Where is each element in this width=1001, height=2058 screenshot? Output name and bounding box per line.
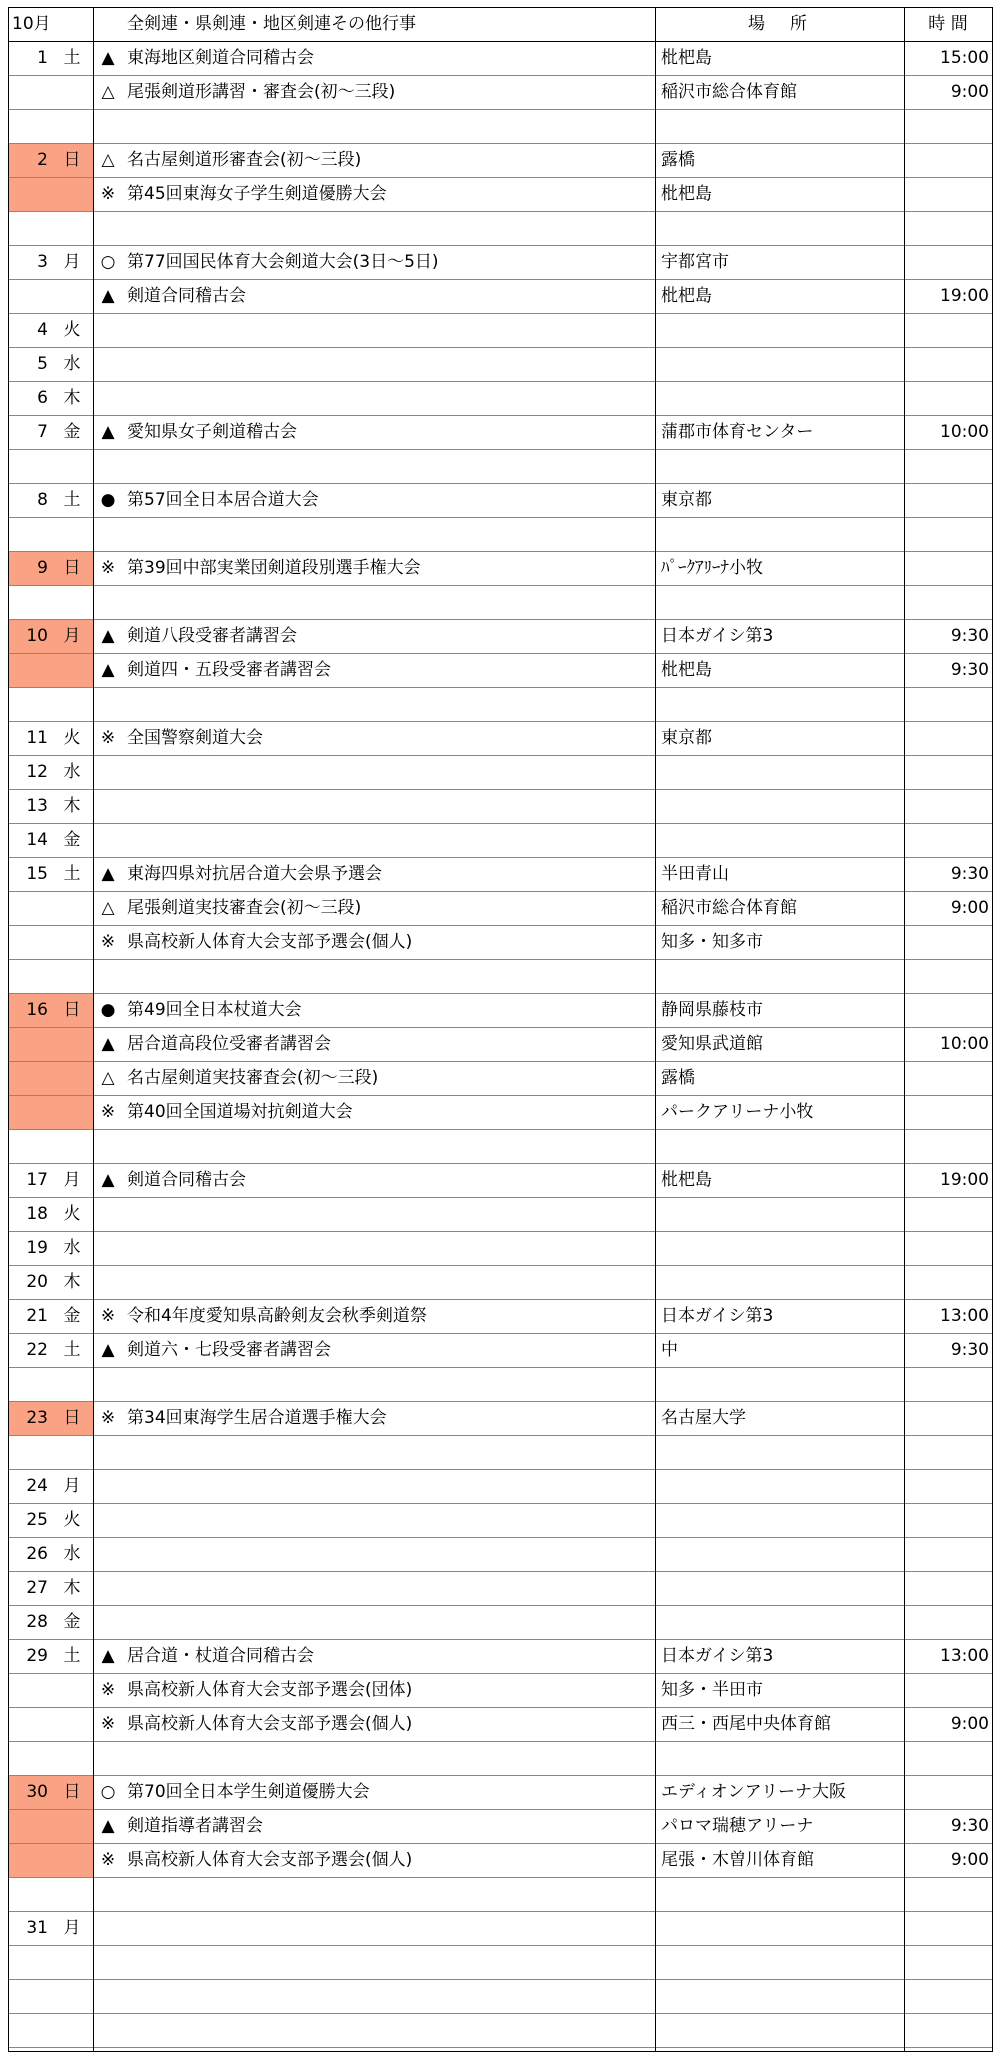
day-cell: 6 xyxy=(37,388,48,408)
column-divider xyxy=(93,8,94,2051)
weekday-cell: 月 xyxy=(63,252,81,272)
marker-cell: ● xyxy=(100,1000,116,1020)
table-row xyxy=(9,654,992,688)
weekday-cell: 水 xyxy=(63,762,81,782)
table-row xyxy=(9,1878,992,1912)
event-cell: 東海四県対抗居合道大会県予選会 xyxy=(127,864,382,884)
time-cell: 9:00 xyxy=(950,1714,989,1734)
marker-cell: △ xyxy=(101,82,115,102)
table-row xyxy=(9,280,992,314)
marker-cell: ▲ xyxy=(101,48,115,68)
table-row xyxy=(9,1368,992,1402)
event-cell: 尾張剣道実技審査会(初～三段) xyxy=(127,898,362,918)
weekday-cell: 水 xyxy=(63,354,81,374)
table-row xyxy=(9,1062,992,1096)
place-cell: 蒲郡市体育センター xyxy=(661,422,814,442)
marker-cell: ▲ xyxy=(101,1340,115,1360)
place-cell: 日本ガイシ第3 xyxy=(661,1306,774,1326)
time-cell: 9:30 xyxy=(950,1340,989,1360)
day-cell: 5 xyxy=(37,354,48,374)
table-row xyxy=(9,42,992,76)
day-cell: 7 xyxy=(37,422,48,442)
time-cell: 19:00 xyxy=(940,1170,989,1190)
day-cell: 15 xyxy=(26,864,48,884)
marker-cell: ※ xyxy=(100,558,116,578)
marker-cell: ▲ xyxy=(101,1646,115,1666)
table-row xyxy=(9,382,992,416)
event-cell: 県高校新人体育大会支部予選会(団体) xyxy=(127,1680,413,1700)
day-cell: 25 xyxy=(26,1510,48,1530)
place-cell: エディオンアリーナ大阪 xyxy=(661,1782,846,1802)
marker-cell: ※ xyxy=(100,1680,116,1700)
marker-cell: ※ xyxy=(100,932,116,952)
marker-cell: ▲ xyxy=(101,1170,115,1190)
day-cell: 11 xyxy=(26,728,48,748)
event-cell: 居合道高段位受審者講習会 xyxy=(127,1034,331,1054)
table-row xyxy=(9,858,992,892)
time-cell: 13:00 xyxy=(940,1306,989,1326)
weekday-cell: 木 xyxy=(63,1578,81,1598)
marker-cell: ● xyxy=(100,490,116,510)
place-cell: 枇杷島 xyxy=(661,184,712,204)
table-row xyxy=(9,1810,992,1844)
table-row xyxy=(9,824,992,858)
table-row xyxy=(9,586,992,620)
table-row xyxy=(9,212,992,246)
place-cell: ﾊﾟｰｸｱﾘｰﾅ小牧 xyxy=(661,558,763,578)
place-cell: 静岡県藤枝市 xyxy=(661,1000,763,1020)
header-row xyxy=(9,8,992,42)
place-cell: 東京都 xyxy=(661,728,712,748)
day-cell: 14 xyxy=(26,830,48,850)
place-cell: 中 xyxy=(661,1340,678,1360)
event-cell: 県高校新人体育大会支部予選会(個人) xyxy=(127,1850,413,1870)
event-cell: 令和4年度愛知県高齢剣友会秋季剣道祭 xyxy=(127,1306,427,1326)
table-row xyxy=(9,76,992,110)
day-cell: 28 xyxy=(26,1612,48,1632)
marker-cell: ※ xyxy=(100,1408,116,1428)
weekday-cell: 日 xyxy=(63,1782,81,1802)
event-cell: 第70回全日本学生剣道優勝大会 xyxy=(127,1782,370,1802)
table-row xyxy=(9,688,992,722)
weekday-cell: 日 xyxy=(63,558,81,578)
table-row xyxy=(9,1640,992,1674)
event-cell: 剣道八段受審者講習会 xyxy=(127,626,297,646)
day-cell: 20 xyxy=(26,1272,48,1292)
marker-cell: ▲ xyxy=(101,1816,115,1836)
place-cell: 稲沢市総合体育館 xyxy=(661,898,797,918)
marker-cell: ※ xyxy=(100,1102,116,1122)
marker-cell: ○ xyxy=(100,1782,116,1802)
table-row xyxy=(9,1028,992,1062)
place-cell: 東京都 xyxy=(661,490,712,510)
marker-cell: △ xyxy=(101,1068,115,1088)
day-cell: 19 xyxy=(26,1238,48,1258)
place-cell: 知多・半田市 xyxy=(661,1680,763,1700)
time-cell: 9:30 xyxy=(950,660,989,680)
time-cell: 13:00 xyxy=(940,1646,989,1666)
event-cell: 第40回全国道場対抗剣道大会 xyxy=(127,1102,353,1122)
event-cell: 剣道六・七段受審者講習会 xyxy=(127,1340,331,1360)
event-cell: 東海地区剣道合同稽古会 xyxy=(127,48,314,68)
day-cell: 3 xyxy=(37,252,48,272)
marker-cell: ※ xyxy=(100,1850,116,1870)
place-cell: 名古屋大学 xyxy=(661,1408,746,1428)
table-row xyxy=(9,1606,992,1640)
day-cell: 9 xyxy=(37,558,48,578)
event-cell: 第57回全日本居合道大会 xyxy=(127,490,319,510)
table-row xyxy=(9,1300,992,1334)
event-cell: 第49回全日本杖道大会 xyxy=(127,1000,302,1020)
table-row xyxy=(9,1674,992,1708)
marker-cell: △ xyxy=(101,150,115,170)
event-cell: 尾張剣道形講習・審査会(初～三段) xyxy=(127,82,396,102)
place-cell: 日本ガイシ第3 xyxy=(661,1646,774,1666)
time-cell: 9:30 xyxy=(950,626,989,646)
table-row xyxy=(9,926,992,960)
day-cell: 2 xyxy=(37,150,48,170)
marker-cell: ▲ xyxy=(101,864,115,884)
table-row xyxy=(9,2014,992,2048)
weekday-cell: 木 xyxy=(63,1272,81,1292)
time-cell: 19:00 xyxy=(940,286,989,306)
event-cell: 県高校新人体育大会支部予選会(個人) xyxy=(127,932,413,952)
day-cell: 24 xyxy=(26,1476,48,1496)
weekday-cell: 土 xyxy=(63,48,81,68)
weekday-cell: 火 xyxy=(63,1510,81,1530)
table-row xyxy=(9,1164,992,1198)
table-row xyxy=(9,348,992,382)
place-cell: 知多・知多市 xyxy=(661,932,763,952)
place-cell: 枇杷島 xyxy=(661,1170,712,1190)
table-row xyxy=(9,1572,992,1606)
table-row xyxy=(9,1708,992,1742)
day-cell: 23 xyxy=(26,1408,48,1428)
day-cell: 31 xyxy=(26,1918,48,1938)
weekday-cell: 土 xyxy=(63,1340,81,1360)
day-cell: 17 xyxy=(26,1170,48,1190)
table-row xyxy=(9,110,992,144)
place-cell: 枇杷島 xyxy=(661,660,712,680)
weekday-cell: 火 xyxy=(63,1204,81,1224)
day-cell: 26 xyxy=(26,1544,48,1564)
weekday-cell: 金 xyxy=(63,830,81,850)
weekday-cell: 水 xyxy=(63,1238,81,1258)
day-cell: 22 xyxy=(26,1340,48,1360)
table-row xyxy=(9,994,992,1028)
day-cell: 16 xyxy=(26,1000,48,1020)
weekday-cell: 火 xyxy=(63,728,81,748)
weekday-cell: 木 xyxy=(63,796,81,816)
event-cell: 第34回東海学生居合道選手権大会 xyxy=(127,1408,387,1428)
event-cell: 名古屋剣道形審査会(初～三段) xyxy=(127,150,362,170)
place-cell: 半田青山 xyxy=(661,864,729,884)
table-row xyxy=(9,1844,992,1878)
marker-cell: ▲ xyxy=(101,1034,115,1054)
weekday-cell: 月 xyxy=(63,1918,81,1938)
table-row xyxy=(9,1504,992,1538)
day-cell: 29 xyxy=(26,1646,48,1666)
event-cell: 第39回中部実業団剣道段別選手権大会 xyxy=(127,558,421,578)
table-row xyxy=(9,1912,992,1946)
place-cell: 露橋 xyxy=(661,150,695,170)
event-cell: 剣道四・五段受審者講習会 xyxy=(127,660,331,680)
place-cell: 宇都宮市 xyxy=(661,252,729,272)
weekday-cell: 水 xyxy=(63,1544,81,1564)
header-time: 時 間 xyxy=(928,14,968,34)
weekday-cell: 金 xyxy=(63,422,81,442)
weekday-cell: 月 xyxy=(63,1476,81,1496)
weekday-cell: 火 xyxy=(63,320,81,340)
place-cell: 枇杷島 xyxy=(661,286,712,306)
event-cell: 第45回東海女子学生剣道優勝大会 xyxy=(127,184,387,204)
marker-cell: ▲ xyxy=(101,286,115,306)
event-cell: 居合道・杖道合同稽古会 xyxy=(127,1646,314,1666)
marker-cell: ▲ xyxy=(101,660,115,680)
marker-cell: ▲ xyxy=(101,626,115,646)
table-row xyxy=(9,892,992,926)
place-cell: 枇杷島 xyxy=(661,48,712,68)
table-row xyxy=(9,1334,992,1368)
day-cell: 13 xyxy=(26,796,48,816)
weekday-cell: 土 xyxy=(63,1646,81,1666)
table-row xyxy=(9,1402,992,1436)
table-row xyxy=(9,756,992,790)
column-divider xyxy=(904,8,905,2051)
table-row xyxy=(9,246,992,280)
place-cell: 西三・西尾中央体育館 xyxy=(661,1714,831,1734)
event-cell: 剣道指導者講習会 xyxy=(127,1816,263,1836)
weekday-cell: 月 xyxy=(63,626,81,646)
weekday-cell: 土 xyxy=(63,864,81,884)
day-cell: 27 xyxy=(26,1578,48,1598)
time-cell: 9:00 xyxy=(950,82,989,102)
weekday-cell: 木 xyxy=(63,388,81,408)
column-divider xyxy=(655,8,656,2051)
marker-cell: ○ xyxy=(100,252,116,272)
day-cell: 1 xyxy=(37,48,48,68)
schedule-table xyxy=(8,7,993,2052)
table-row xyxy=(9,314,992,348)
table-row xyxy=(9,484,992,518)
event-cell: 全国警察剣道大会 xyxy=(127,728,263,748)
day-cell: 18 xyxy=(26,1204,48,1224)
day-cell: 10 xyxy=(26,626,48,646)
time-cell: 15:00 xyxy=(940,48,989,68)
table-row xyxy=(9,178,992,212)
place-cell: 尾張・木曽川体育館 xyxy=(661,1850,814,1870)
weekday-cell: 土 xyxy=(63,490,81,510)
place-cell: 日本ガイシ第3 xyxy=(661,626,774,646)
table-row xyxy=(9,1232,992,1266)
table-row xyxy=(9,1946,992,1980)
table-row xyxy=(9,416,992,450)
time-cell: 10:00 xyxy=(940,422,989,442)
day-cell: 21 xyxy=(26,1306,48,1326)
header-place: 場 所 xyxy=(748,14,811,34)
table-row xyxy=(9,518,992,552)
day-cell: 8 xyxy=(37,490,48,510)
marker-cell: ▲ xyxy=(101,422,115,442)
weekday-cell: 金 xyxy=(63,1612,81,1632)
day-cell: 4 xyxy=(37,320,48,340)
event-cell: 愛知県女子剣道稽古会 xyxy=(127,422,297,442)
table-row xyxy=(9,1096,992,1130)
event-cell: 剣道合同稽古会 xyxy=(127,1170,246,1190)
table-row xyxy=(9,1130,992,1164)
table-row xyxy=(9,1980,992,2014)
table-row xyxy=(9,450,992,484)
marker-cell: ※ xyxy=(100,728,116,748)
header-event: 全剣連・県剣連・地区剣連その他行事 xyxy=(127,14,416,34)
place-cell: パロマ瑞穂アリーナ xyxy=(661,1816,814,1836)
weekday-cell: 月 xyxy=(63,1170,81,1190)
event-cell: 剣道合同稽古会 xyxy=(127,286,246,306)
marker-cell: ※ xyxy=(100,1306,116,1326)
table-row xyxy=(9,552,992,586)
table-row xyxy=(9,620,992,654)
event-cell: 名古屋剣道実技審査会(初～三段) xyxy=(127,1068,379,1088)
marker-cell: △ xyxy=(101,898,115,918)
table-row xyxy=(9,960,992,994)
table-row xyxy=(9,1776,992,1810)
time-cell: 9:30 xyxy=(950,1816,989,1836)
table-row xyxy=(9,790,992,824)
weekday-cell: 金 xyxy=(63,1306,81,1326)
marker-cell: ※ xyxy=(100,184,116,204)
time-cell: 9:00 xyxy=(950,1850,989,1870)
time-cell: 9:00 xyxy=(950,898,989,918)
weekday-cell: 日 xyxy=(63,1408,81,1428)
table-row xyxy=(9,1436,992,1470)
table-row xyxy=(9,1470,992,1504)
day-cell: 12 xyxy=(26,762,48,782)
header-month: 10月 xyxy=(12,14,51,34)
event-cell: 第77回国民体育大会剣道大会(3日～5日) xyxy=(127,252,439,272)
event-cell: 県高校新人体育大会支部予選会(個人) xyxy=(127,1714,413,1734)
marker-cell: ※ xyxy=(100,1714,116,1734)
table-row xyxy=(9,1742,992,1776)
place-cell: 稲沢市総合体育館 xyxy=(661,82,797,102)
weekday-cell: 日 xyxy=(63,1000,81,1020)
time-cell: 10:00 xyxy=(940,1034,989,1054)
time-cell: 9:30 xyxy=(950,864,989,884)
place-cell: 露橋 xyxy=(661,1068,695,1088)
table-row xyxy=(9,1198,992,1232)
table-row xyxy=(9,144,992,178)
place-cell: パークアリーナ小牧 xyxy=(661,1102,814,1122)
weekday-cell: 日 xyxy=(63,150,81,170)
table-row xyxy=(9,1538,992,1572)
table-row xyxy=(9,1266,992,1300)
place-cell: 愛知県武道館 xyxy=(661,1034,763,1054)
day-cell: 30 xyxy=(26,1782,48,1802)
table-row xyxy=(9,722,992,756)
